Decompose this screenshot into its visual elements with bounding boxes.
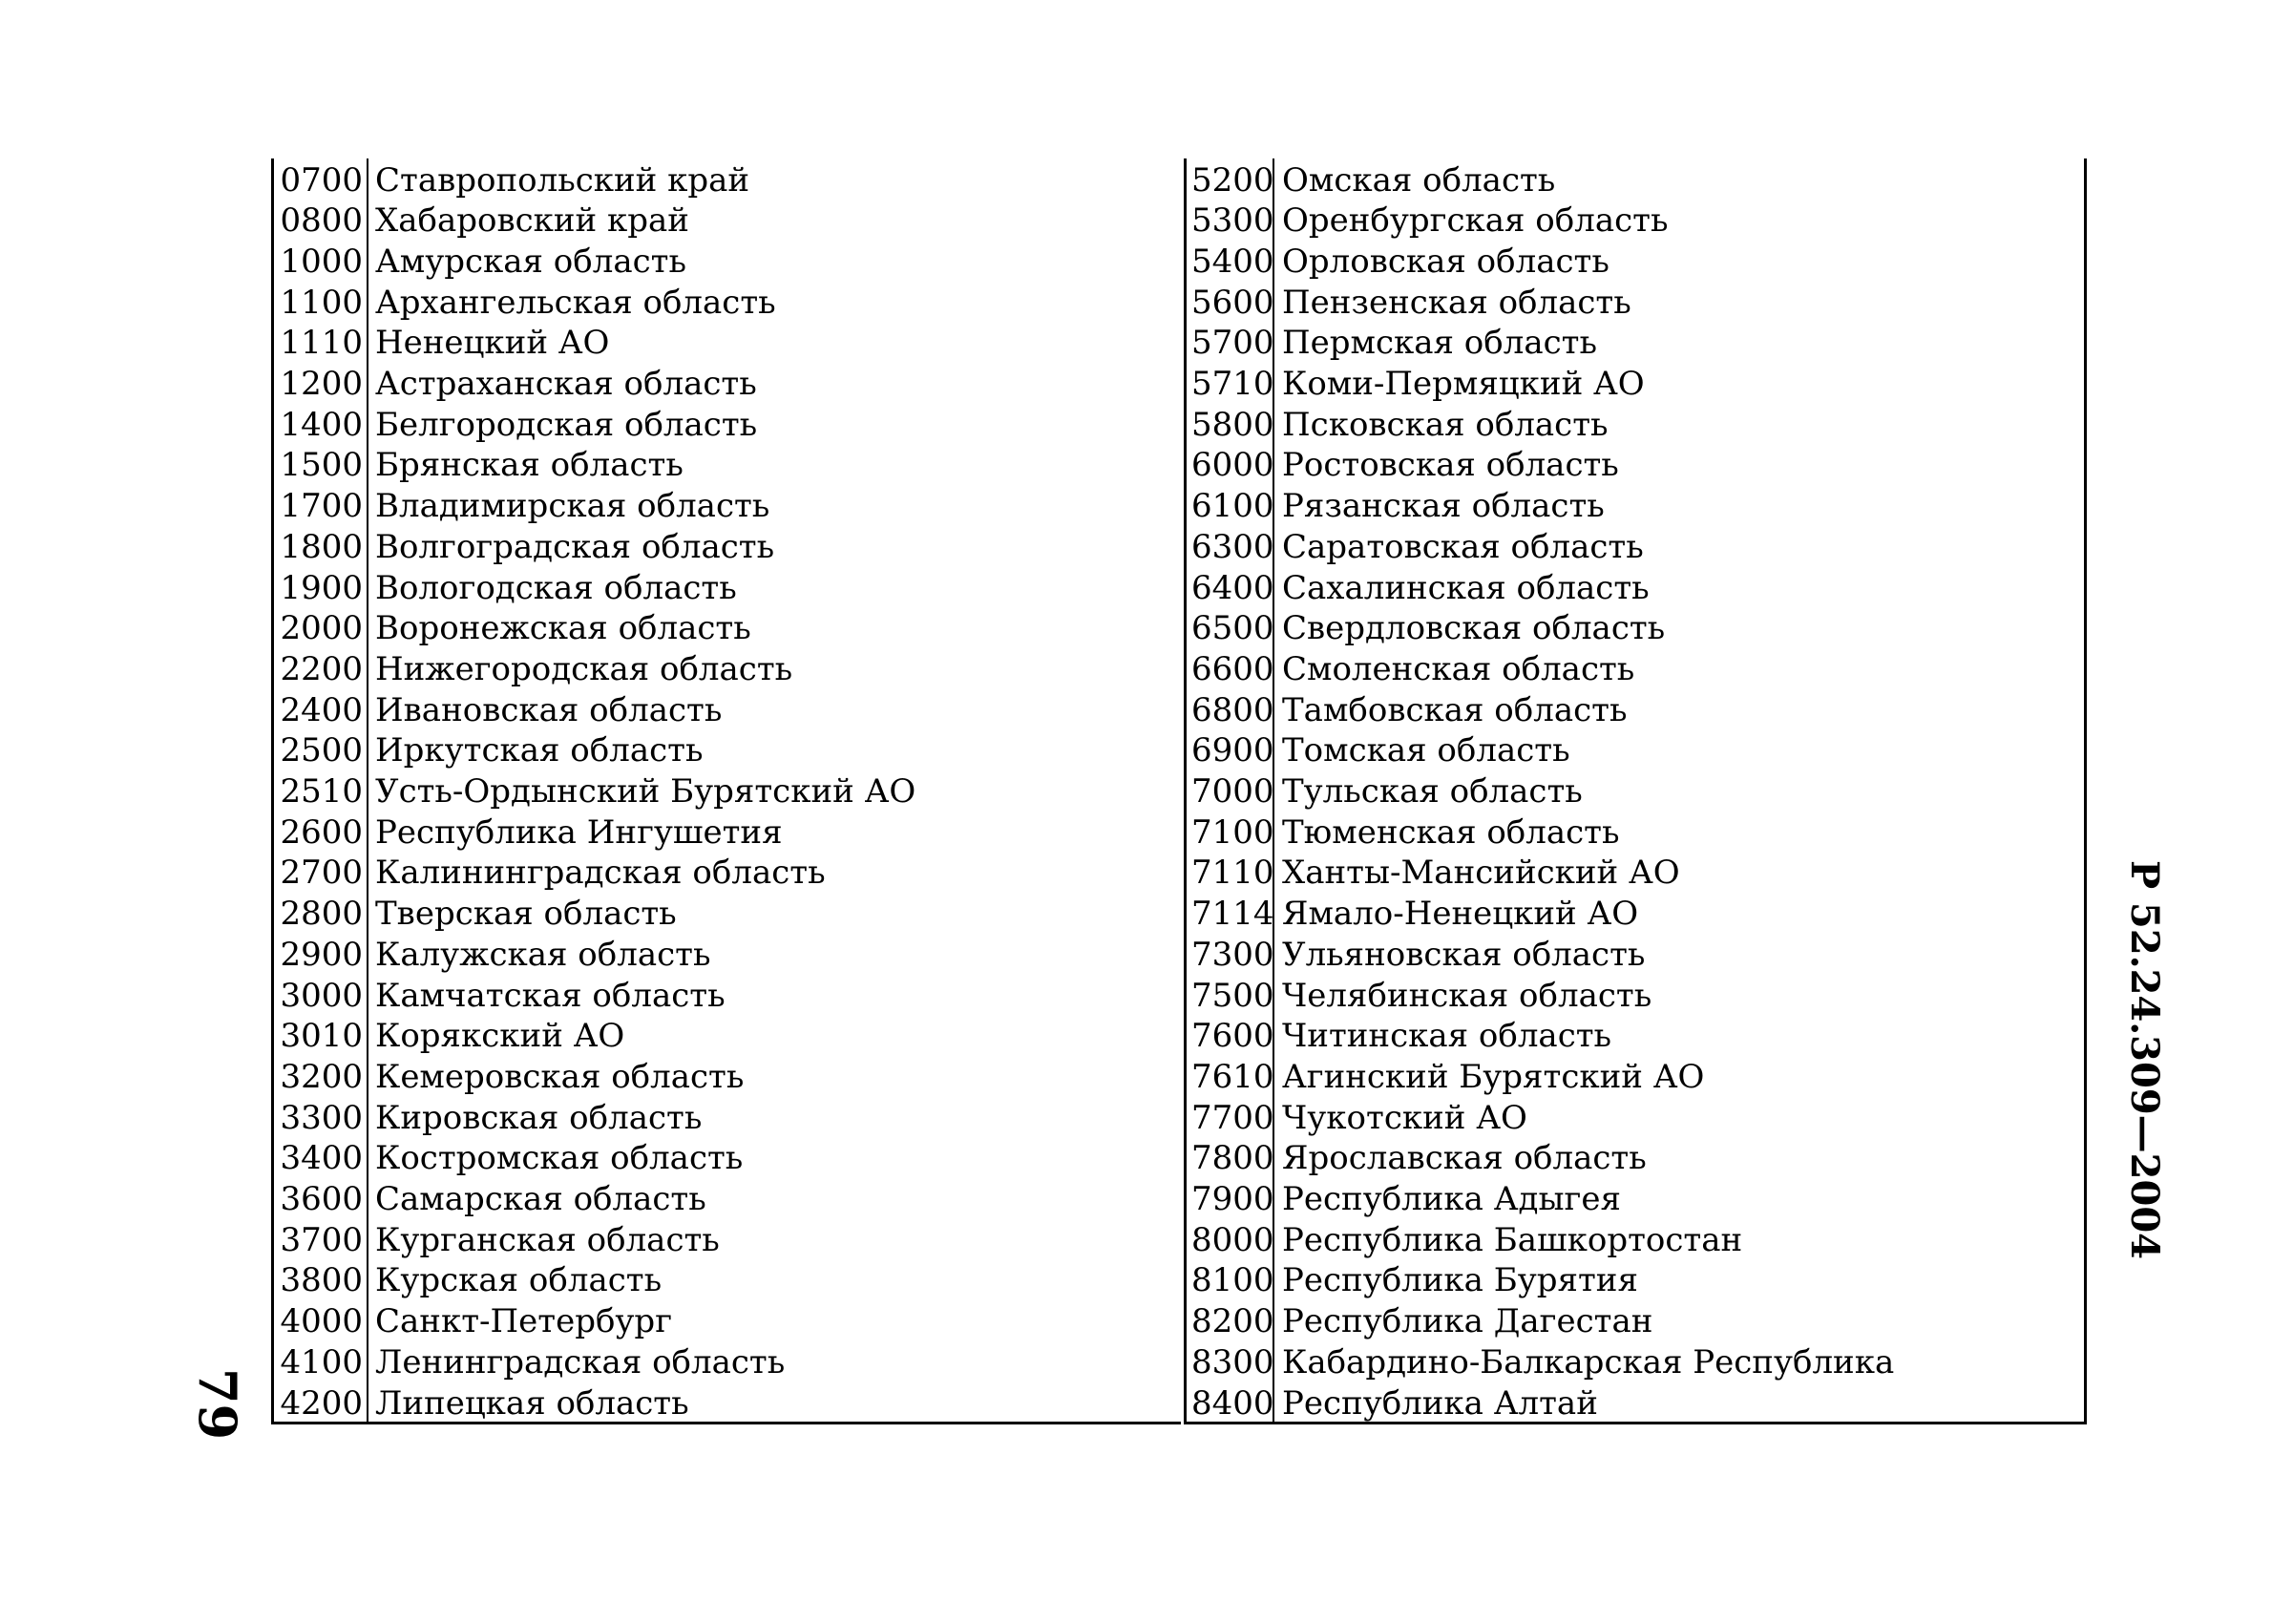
region-code: 2000 — [280, 609, 363, 648]
table-row — [274, 608, 1181, 649]
table-row — [1187, 1016, 2084, 1057]
table-row — [1187, 568, 2084, 609]
table-row — [274, 1057, 1181, 1098]
region-code: 7300 — [1191, 935, 1274, 974]
table-row — [1187, 853, 2084, 894]
table-row — [1187, 200, 2084, 242]
table-row — [1187, 1179, 2084, 1220]
region-code: 1400 — [280, 405, 363, 444]
table-row — [1187, 771, 2084, 812]
region-code: 1800 — [280, 527, 363, 566]
region-code: 2900 — [280, 935, 363, 974]
region-name: Республика Башкортостан — [1282, 1220, 1743, 1259]
table-row — [1187, 160, 2084, 201]
region-code: 3800 — [280, 1261, 363, 1300]
region-name: Тульская область — [1282, 772, 1583, 811]
region-name: Челябинская область — [1282, 976, 1652, 1015]
region-name: Республика Ингушетия — [375, 812, 783, 852]
table-row — [1187, 486, 2084, 527]
region-codes-table-left — [271, 158, 1181, 1424]
region-name: Калининградская область — [375, 854, 826, 893]
region-name: Астраханская область — [375, 365, 757, 403]
table-row — [274, 1220, 1181, 1261]
region-code: 3200 — [280, 1057, 363, 1096]
region-code: 6600 — [1191, 649, 1274, 688]
document-code — [2122, 859, 2167, 1260]
region-name: Орловская область — [1282, 242, 1609, 281]
region-code: 3700 — [280, 1220, 363, 1259]
table-row — [1187, 1138, 2084, 1179]
region-name: Омская область — [1282, 160, 1556, 200]
region-name: Ростовская область — [1282, 446, 1619, 485]
region-name: Республика Алтай — [1282, 1383, 1598, 1423]
region-code: 4200 — [280, 1383, 363, 1423]
table-row — [1187, 1342, 2084, 1383]
region-code: 3400 — [280, 1139, 363, 1178]
region-code: 7110 — [1191, 854, 1274, 893]
region-code: 3000 — [280, 976, 363, 1015]
table-row — [274, 568, 1181, 609]
region-code: 6400 — [1191, 568, 1274, 607]
table-row — [1187, 812, 2084, 854]
table-row — [1187, 283, 2084, 324]
table-row — [1187, 690, 2084, 731]
region-name: Владимирская область — [375, 487, 770, 526]
region-name: Смоленская область — [1282, 649, 1635, 688]
region-code: 6000 — [1191, 446, 1274, 485]
region-code: 5200 — [1191, 160, 1274, 200]
region-name: Псковская область — [1282, 405, 1609, 444]
region-name: Корякский АО — [375, 1017, 625, 1056]
table-row — [1187, 527, 2084, 568]
region-code: 1000 — [280, 242, 363, 281]
region-code: 7700 — [1191, 1098, 1274, 1137]
region-name: Читинская область — [1282, 1017, 1612, 1056]
table-row — [274, 486, 1181, 527]
region-name: Ленинградская область — [375, 1342, 786, 1381]
region-code: 1110 — [280, 324, 363, 363]
region-code: 2600 — [280, 812, 363, 852]
table-row — [1187, 1260, 2084, 1301]
table-row — [1187, 1220, 2084, 1261]
region-name: Нижегородская область — [375, 649, 793, 688]
table-row — [1187, 976, 2084, 1017]
region-code: 2400 — [280, 690, 363, 729]
table-row — [1187, 405, 2084, 446]
document-code-text: Р 52.24.309—2004 — [2122, 859, 2167, 1260]
region-code: 2510 — [280, 772, 363, 811]
region-code: 6300 — [1191, 527, 1274, 566]
region-code: 1200 — [280, 365, 363, 403]
region-code: 0800 — [280, 201, 363, 241]
region-name: Тюменская область — [1282, 812, 1620, 852]
region-code: 5710 — [1191, 365, 1274, 403]
region-name: Пензенская область — [1282, 283, 1631, 322]
table-row — [1187, 242, 2084, 283]
region-name: Кемеровская область — [375, 1057, 745, 1096]
region-code: 5300 — [1191, 201, 1274, 241]
region-name: Республика Бурятия — [1282, 1261, 1638, 1300]
table-row — [1187, 894, 2084, 935]
region-name: Костромская область — [375, 1139, 744, 1178]
region-name: Рязанская область — [1282, 487, 1605, 526]
region-name: Свердловская область — [1282, 609, 1666, 648]
region-name: Сахалинская область — [1282, 568, 1650, 607]
table-row — [1187, 649, 2084, 690]
region-code: 1100 — [280, 283, 363, 322]
table-row — [1187, 364, 2084, 405]
region-name: Кабардино-Балкарская Республика — [1282, 1342, 1895, 1381]
region-code: 8300 — [1191, 1342, 1274, 1381]
region-name: Ханты-Мансийский АО — [1282, 854, 1680, 893]
table-row — [274, 1098, 1181, 1139]
region-name: Ярославская область — [1282, 1139, 1647, 1178]
region-name: Тверская область — [375, 895, 677, 934]
table-row — [274, 405, 1181, 446]
region-code: 4000 — [280, 1302, 363, 1341]
region-name: Курская область — [375, 1261, 663, 1300]
table-row — [274, 1016, 1181, 1057]
table-row — [274, 1383, 1181, 1424]
region-code: 8100 — [1191, 1261, 1274, 1300]
region-code: 8200 — [1191, 1302, 1274, 1341]
table-row — [274, 242, 1181, 283]
region-name: Ненецкий АО — [375, 324, 610, 363]
region-code: 8000 — [1191, 1220, 1274, 1259]
region-name: Чукотский АО — [1282, 1098, 1527, 1137]
region-name: Воронежская область — [375, 609, 751, 648]
region-code: 7610 — [1191, 1057, 1274, 1096]
region-name: Ульяновская область — [1282, 935, 1646, 974]
region-code: 7600 — [1191, 1017, 1274, 1056]
region-code: 3600 — [280, 1180, 363, 1218]
region-name: Брянская область — [375, 446, 684, 485]
region-code: 4100 — [280, 1342, 363, 1381]
region-name: Белгородская область — [375, 405, 758, 444]
region-code: 7500 — [1191, 976, 1274, 1015]
region-code: 0700 — [280, 160, 363, 200]
region-code: 1900 — [280, 568, 363, 607]
region-name: Томская область — [1282, 731, 1570, 770]
table-row — [274, 812, 1181, 854]
region-code: 6800 — [1191, 690, 1274, 729]
region-name: Ставропольский край — [375, 160, 750, 200]
table-row — [274, 445, 1181, 486]
region-code: 5700 — [1191, 324, 1274, 363]
table-row — [274, 976, 1181, 1017]
region-code: 7800 — [1191, 1139, 1274, 1178]
region-name: Агинский Бурятский АО — [1282, 1057, 1705, 1096]
table-row — [274, 323, 1181, 364]
table-row — [274, 283, 1181, 324]
table-row — [274, 853, 1181, 894]
region-code: 3300 — [280, 1098, 363, 1137]
table-row — [274, 1138, 1181, 1179]
table-row — [274, 1342, 1181, 1383]
region-name: Курганская область — [375, 1220, 720, 1259]
region-name: Пермская область — [1282, 324, 1597, 363]
table-row — [274, 1260, 1181, 1301]
table-row — [274, 649, 1181, 690]
region-code: 5400 — [1191, 242, 1274, 281]
table-row — [274, 690, 1181, 731]
table-row — [274, 200, 1181, 242]
region-name: Ивановская область — [375, 690, 723, 729]
region-code: 8400 — [1191, 1383, 1274, 1423]
region-name: Республика Адыгея — [1282, 1180, 1621, 1218]
region-codes-table-right — [1184, 158, 2087, 1424]
region-name: Вологодская область — [375, 568, 737, 607]
table-row — [274, 730, 1181, 771]
region-name: Республика Дагестан — [1282, 1302, 1653, 1341]
region-name: Саратовская область — [1282, 527, 1644, 566]
region-name: Волгоградская область — [375, 527, 775, 566]
region-name: Липецкая область — [375, 1383, 689, 1423]
region-code: 2500 — [280, 731, 363, 770]
table-row — [1187, 1057, 2084, 1098]
region-code: 2800 — [280, 895, 363, 934]
region-name: Самарская область — [375, 1180, 706, 1218]
region-name: Иркутская область — [375, 731, 704, 770]
region-code: 7900 — [1191, 1180, 1274, 1218]
table-row — [1187, 323, 2084, 364]
table-row — [1187, 1301, 2084, 1342]
region-name: Усть-Ордынский Бурятский АО — [375, 772, 916, 811]
table-row — [1187, 935, 2084, 976]
page-number: 79 — [187, 1368, 248, 1441]
region-name: Ямало-Ненецкий АО — [1282, 895, 1639, 934]
region-code: 3010 — [280, 1017, 363, 1056]
region-name: Калужская область — [375, 935, 711, 974]
region-code: 5600 — [1191, 283, 1274, 322]
table-row — [1187, 730, 2084, 771]
region-name: Хабаровский край — [375, 201, 689, 241]
region-code: 1500 — [280, 446, 363, 485]
region-name: Архангельская область — [375, 283, 776, 322]
table-row — [274, 771, 1181, 812]
table-row — [1187, 1098, 2084, 1139]
region-code: 6900 — [1191, 731, 1274, 770]
region-code: 2700 — [280, 854, 363, 893]
table-row — [274, 1301, 1181, 1342]
region-name: Санкт-Петербург — [375, 1302, 673, 1341]
region-name: Кировская область — [375, 1098, 703, 1137]
region-code: 6500 — [1191, 609, 1274, 648]
table-row — [1187, 608, 2084, 649]
region-name: Тамбовская область — [1282, 690, 1628, 729]
region-name: Коми-Пермяцкий АО — [1282, 365, 1645, 403]
table-row — [274, 1179, 1181, 1220]
table-row — [1187, 1383, 2084, 1424]
region-name: Оренбургская область — [1282, 201, 1669, 241]
region-code: 1700 — [280, 487, 363, 526]
region-code: 2200 — [280, 649, 363, 688]
table-row — [274, 364, 1181, 405]
region-name: Камчатская область — [375, 976, 726, 1015]
region-code: 7100 — [1191, 812, 1274, 852]
region-code: 6100 — [1191, 487, 1274, 526]
table-row — [274, 935, 1181, 976]
table-row — [274, 160, 1181, 201]
table-row — [1187, 445, 2084, 486]
table-row — [274, 894, 1181, 935]
region-code: 7000 — [1191, 772, 1274, 811]
region-name: Амурская область — [375, 242, 686, 281]
region-code: 5800 — [1191, 405, 1274, 444]
region-code: 7114 — [1191, 895, 1274, 934]
table-row — [274, 527, 1181, 568]
